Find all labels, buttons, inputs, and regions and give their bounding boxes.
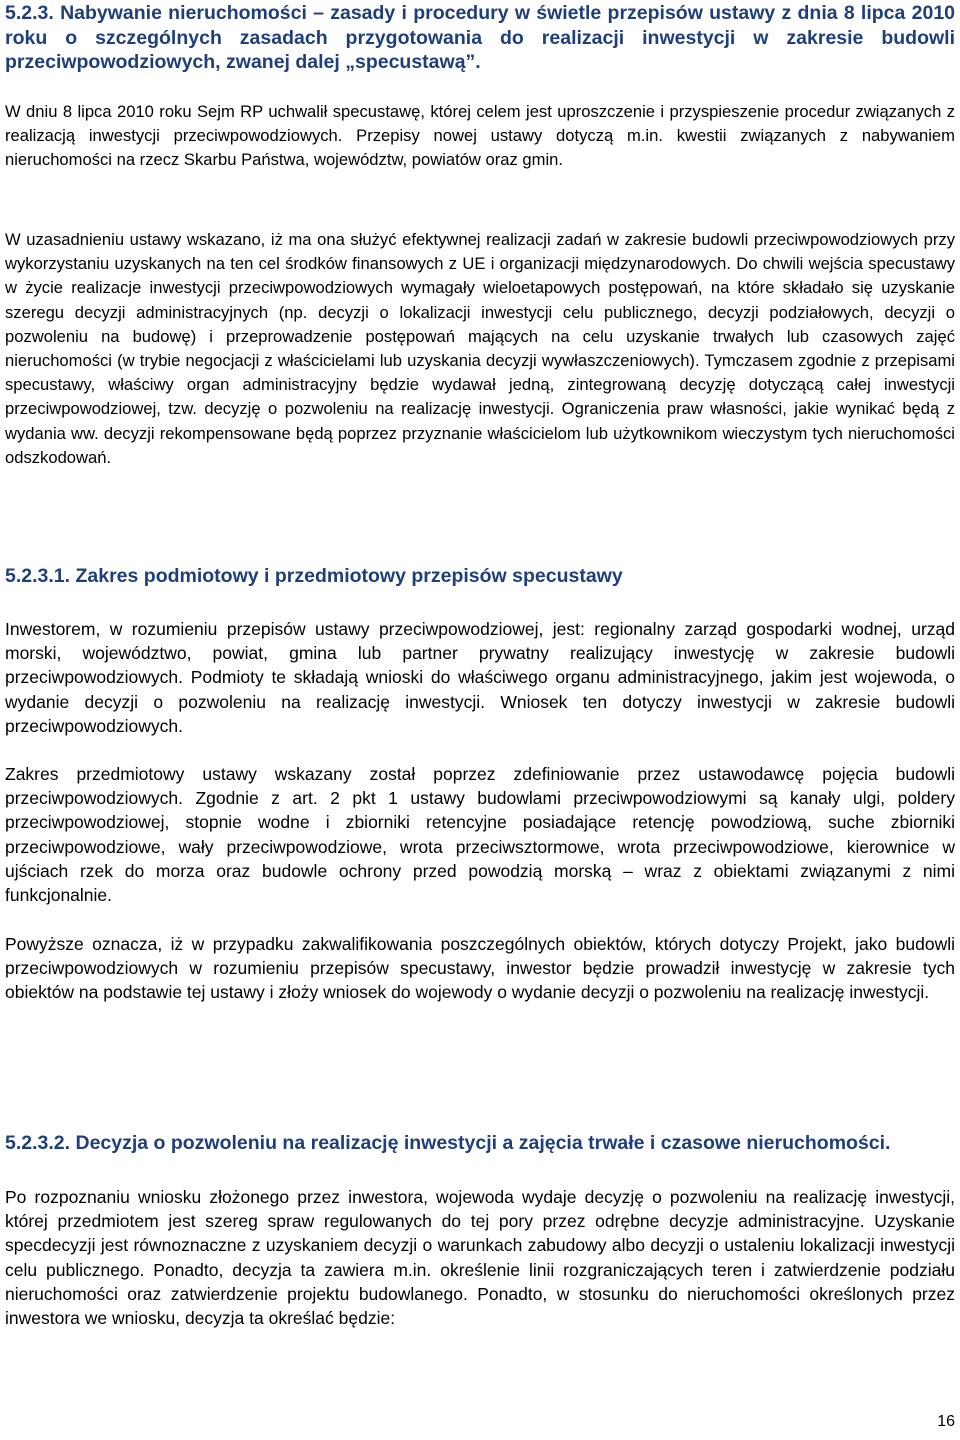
section-heading-5-2-3-1 bbox=[5, 564, 955, 589]
paragraph-6: Po rozpoznaniu wniosku złożonego przez inwestora, wojewoda wydaje decyzję o pozwoleniu na realizację inwestycji, której przedmiotem jest szereg spraw regulowanych do tej pory przez odrębne decyzje administracyjne. Uzyskanie specdecyzji jest równoznaczne z uzyskaniem decyzji o warunkach zabudowy albo decyzji o ustaleniu lokalizacji inwestycji celu publicznego. Ponadto, decyzja ta zawiera m.in. określenie linii rozgraniczających teren i zatwierdzenie podziału nieruchomości oraz zatwierdzenie projektu budowlanego. Ponadto, w stosunku do nieruchomości określonych przez inwestora we wniosku, decyzja ta określać będzie: bbox=[5, 1187, 955, 1329]
section-number: 5.2.3.1. bbox=[5, 565, 71, 587]
paragraph-4: Zakres przedmiotowy ustawy wskazany został poprzez zdefiniowanie przez ustawodawcę pojęcia budowli przeciwpowodziowych. Zgodnie z art. 2 pkt 1 ustawy budowlami przeciwpowodziowymi są kanały ulgi, poldery przeciwpowodziowej, stopnie wodne i zbiorniki retencyjne posiadające retencję powodziową, suche zbiorniki przeciwpowodziowe, wały przeciwpowodziowe, wrota przeciwsztormowe, wrota przeciwpowodziowe, kierownice w ujściach rzek do morza oraz budowle ochrony przed powodzią morską – wraz z obiektami związanymi z nimi funkcjonalnie. bbox=[5, 764, 955, 906]
section-heading-5-2-3-2 bbox=[5, 1131, 955, 1156]
paragraph-2: W uzasadnieniu ustawy wskazano, iż ma ona służyć efektywnej realizacji zadań w zakresie budowli przeciwpowodziowych przy wykorzystaniu uzyskanych na ten cel środków finansowych z UE i organizacji międzynarodowych. Do chwili wejścia specustawy w życie realizacje inwestycji przeciwpowodziowych wymagały wieloetapowych postępowań, na które składało się uzyskanie szeregu decyzji administracyjnych (np. decyzji o lokalizacji inwestycji celu publicznego, decyzji podziałowych, decyzji o pozwoleniu na budowę) i przeprowadzenie postępowań mających na celu uzyskanie trwałych lub czasowych zajęć nieruchomości (w trybie negocjacji z właścicielami lub uzyskania decyzji wywłaszczeniowych). Tymczasem zgodnie z przepisami specustawy, właściwy organ administracyjny będzie wydawał jedną, zintegrowaną decyzję dotyczącą całej inwestycji przeciwpowodziowej, tzw. decyzję o pozwoleniu na realizację inwestycji. Ograniczenia praw własności, jakie wynikać będą z wydania ww. decyzji rekompensowane będą poprzez przyznanie właścicielom lub użytkownikom wieczystym tych nieruchomości odszkodowań. bbox=[5, 230, 955, 467]
section-number: 5.2.3.2. bbox=[5, 1132, 71, 1154]
section-title: Zakres podmiotowy i przedmiotowy przepisów specustawy bbox=[75, 565, 623, 587]
paragraph-3: Inwestorem, w rozumieniu przepisów ustawy przeciwpowodziowej, jest: regionalny zarząd gospodarki wodnej, urząd morski, województwo, powiat, gmina lub partner prywatny realizujący inwestycję w zakresie budowli przeciwpowodziowych. Podmioty te składają wnioski do właściwego organu administracyjnego, jakim jest wojewoda, o wydanie decyzji o pozwoleniu na realizację inwestycji. Wniosek ten dotyczy inwestycji w zakresie budowli przeciwpowodziowych. bbox=[5, 619, 955, 736]
section-heading-5-2-3 bbox=[5, 1, 955, 75]
page-number: 16 bbox=[937, 1413, 955, 1430]
paragraph-5: Powyższe oznacza, iż w przypadku zakwalifikowania poszczególnych obiektów, których dotyczy Projekt, jako budowli przeciwpowodziowych w rozumieniu przepisów specustawy, inwestor będzie prowadził inwestycję w zakresie tych obiektów na podstawie tej ustawy i złoży wniosek do wojewody o wydanie decyzji o pozwoleniu na realizację inwestycji. bbox=[5, 934, 955, 1003]
section-number: 5.2.3. bbox=[5, 2, 54, 24]
section-title: Nabywanie nieruchomości – zasady i procedury w świetle przepisów ustawy z dnia 8 lipca 2010 roku o szczególnych zasadach przygotowania do realizacji inwestycji w zakresie budowli przeciwpowodziowych, zwanej dalej „specustawą”. bbox=[5, 2, 956, 73]
section-title: Decyzja o pozwoleniu na realizację inwestycji a zajęcia trwałe i czasowe nieruchomości. bbox=[75, 1132, 891, 1154]
paragraph-1: W dniu 8 lipca 2010 roku Sejm RP uchwalił specustawę, której celem jest uproszczenie i przyspieszenie procedur związanych z realizacją inwestycji przeciwpowodziowych. Przepisy nowej ustawy dotyczą m.in. kwestii związanych z nabywaniem nieruchomości na rzecz Skarbu Państwa, województw, powiatów oraz gmin. bbox=[5, 102, 955, 170]
